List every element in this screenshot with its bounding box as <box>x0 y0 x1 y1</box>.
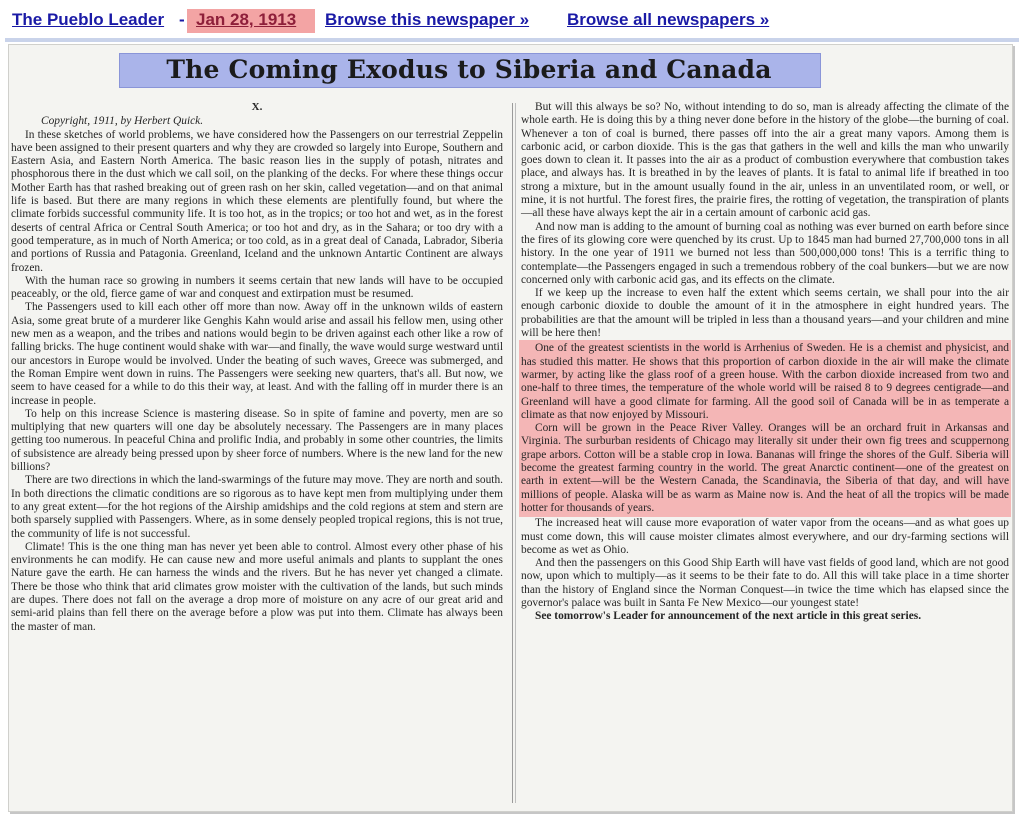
top-nav-bar <box>0 0 1024 40</box>
article-headline: The Coming Exodus to Siberia and Canada <box>166 55 772 84</box>
section-number: X. <box>251 101 263 113</box>
article-paragraph: And now man is adding to the amount of burning coal as nothing was ever burned on earth before since the fires of its glowing core were quenched by its crust. Up to 1845 man had burned 27,700,000 tons in all history. In the one year of 1911 we burned not less than 500,000,000 tons! This is a terrific thing to contemplate—the Passengers engaged in such a tremendous robbery of the coal bunkers—but we are now concerned only with carbonic acid gas, and its effects on the climate. <box>521 220 1009 286</box>
copyright-line: Copyright, 1911, by Herbert Quick. <box>41 115 204 128</box>
highlighted-paragraph: One of the greatest scientists in the world is Arrhenius of Sweden. He is a chemist and physicist, and has studied this matter. He shows that this proportion of carbon dioxide in the air will make the climate warmer, by acting like the glass roof of a green house. With the carbon dioxide increased from two and one-half to three times, the temperature of the whole world will be raised 8 to 9 degrees centigrade—and Greenland will have a good climate for farming. All the good soil of Canada will be in as temperate a climate as that now enjoyed by Missouri. <box>521 342 1009 421</box>
next-article-announcement: See tomorrow's Leader for announcement of the next article in this great series. <box>535 610 922 623</box>
right-column <box>521 101 1009 624</box>
article-paragraph: If we keep up the increase to even half the extent which seems certain, we shall pour into the air enough carbonic dioxide to double the amount of it in the atmosphere in eight hundred years. The probabilities are that the amount will be tripled in less than a thousand years—and your children and mine will be here then! <box>521 287 1009 340</box>
newspaper-page-scan <box>8 44 1013 812</box>
browse-this-newspaper-link[interactable]: Browse this newspaper » <box>325 10 530 29</box>
browse-all-newspapers-link[interactable]: Browse all newspapers » <box>567 10 770 29</box>
article-paragraph: Climate! This is the one thing man has never yet been able to control. Almost every other phase of his environments he can modify. He can cause new and more useful animals and plants to supplant the ones Nature gave the earth. He can harness the winds and the rivers. But he has never yet changed a climate. There be those who think that arid climates grow moister with the cultivation of the lands, but such minds are dupes. There does not fall on the average a drop more of moisture on any acre of our great arid and semi-arid plains than fell there on the average before a plow was put into them. Climate has always been the master of man. <box>11 540 503 633</box>
highlighted-paragraph: Corn will be grown in the Peace River Valley. Oranges will be an orchard fruit in Arkansas and Virginia. The surburban residents of Chicago may literally sit under their own fig trees and scuppernong grape arbors. Cotton will be a stable crop in Iowa. Bananas will fringe the shores of the Gulf. Siberia will become the greatest farming country in the world. The great Anarctic continent—one of the greatest on earth in extent—will be the Western Canada, the Scandinavia, the Siberia of that day, and will have millions of people. Alaska will be as warm as Maine now is. And the heat of all the tropics will be made hotter for thousands of years. <box>521 422 1009 514</box>
column-divider <box>512 103 513 803</box>
left-column <box>11 101 503 634</box>
highlighted-passage <box>519 340 1011 517</box>
article-paragraph: The increased heat will cause more evaporation of water vapor from the oceans—and as what goes up must come down, this will cause moister climates almost everywhere, and our dry-farming sections will become as wet as Ohio. <box>521 517 1009 556</box>
article-paragraph: The Passengers used to kill each other off more than now. Away off in the unknown wilds of eastern Asia, some great brute of a murderer like Genghis Kahn would arise and assail his fellow men, using other new men as a weapon, and the tribes and nations would begin to be driven against each other like a row of falling bricks. The huge continent would shake with war—and finally, the wave would surge westward until our ancestors in Europe would be involved. Under the beating of such waves, Greece was submerged, and the Roman Empire went down in ruins. The Passengers were seeking new quarters, that's all. But now, we seem to have ceased for a while to do this their way, at least. And with the falling off in murder there is an increase in people. <box>11 301 504 407</box>
article-paragraph: With the human race so growing in numbers it seems certain that new lands will have to be occupied peaceably, or the old, fierce game of war and conquest and extirpation must be resumed. <box>11 274 503 301</box>
newspaper-title-link[interactable]: The Pueblo Leader <box>12 10 165 29</box>
nav-divider <box>5 38 1019 42</box>
article-paragraph: In these sketches of world problems, we have considered how the Passengers on our terrestrial Zeppelin have been assigned to their present quarters and why they are crowded so largely into Europe, Southern and Eastern Asia, and Eastern North America. The basic reason lies in the supply of potash, nitrates and phosphorous there in the dust which we call soil, on the planking of the decks. For where these things occur Mother Earth has that rashed breaking out of green rash on her skin, called vegetation—and on that animal life is based. But there are many regions in which these elements are plentifully found, but where the climate forbids successful community life. It is too hot, as in the tropics; or too hot and wet, as in the forest deserts of central Africa or Central South America; or too hot and dry, as in the Sahara; or too dry with a good temperature, as in much of North America; or too cold, as in a great deal of Canada, Labrador, Siberia and portions of Russia and Patagonia. Greenland, Iceland and the unknown Antartic Continent are always frozen. <box>11 128 503 274</box>
title-date-separator: - <box>179 10 185 29</box>
article-paragraph: To help on this increase Science is mastering disease. So in spite of famine and poverty, men are so multiplying that new quarters will one day be absolutely necessary. The Passengers are in many places getting too numerous. In peaceful China and prolific India, and probably in some other countries, the limits of subsistence are already being pressed upon by sheer force of numbers. Where is the new land for the new billions? <box>11 407 503 474</box>
column-divider-inner <box>515 103 516 803</box>
article-paragraph: But will this always be so? No, without intending to do so, man is already affecting the climate of the whole earth. He is doing this by a thing never done before in the history of the globe—the burning of coal. Whenever a ton of coal is burned, there passes off into the air a great many vapors. Among them is carbonic acid, or carbon dioxide. This is the gas that gathers in the well and kills the man who unwarily goes down to clean it. It passes into the air as a product of combustion everywhere that combustion takes place, and always has. It is breathed in by the leaves of plants. It is fatal to animal life if breathed in too strong a mixture, but in the amount usually found in the air, unless in an unventilated room, or well, or mine, it is not hurtful. The forest fires, the prairie fires, the rotting of vegetation, the transpiration of plants—all these have always kept the air in a certain amount of carbonic acid gas. <box>521 101 1009 220</box>
article-paragraph: And then the passengers on this Good Ship Earth will have vast fields of good land, which are not good now, upon which to multiply—as it seems to be their fate to do. All this will take place in a time shorter than the history of England since the Norman Conquest—in twice the time which has elapsed since the governor's palace was built in Santa Fe New Mexico—our youngest state! <box>521 557 1009 609</box>
issue-date-link[interactable]: Jan 28, 1913 <box>196 10 297 29</box>
article-paragraph: There are two directions in which the land-swarmings of the future may move. They are north and south. In both directions the climatic conditions are so rigorous as to have kept men from multiplying under them to any great extent—for the hot regions of the Airship amidships and the cold regions at stem and stern are both sparsely supplied with Passengers. Where, as in some densely peopled tropical regions, this is not true, the community of life is not successful. <box>11 474 503 540</box>
